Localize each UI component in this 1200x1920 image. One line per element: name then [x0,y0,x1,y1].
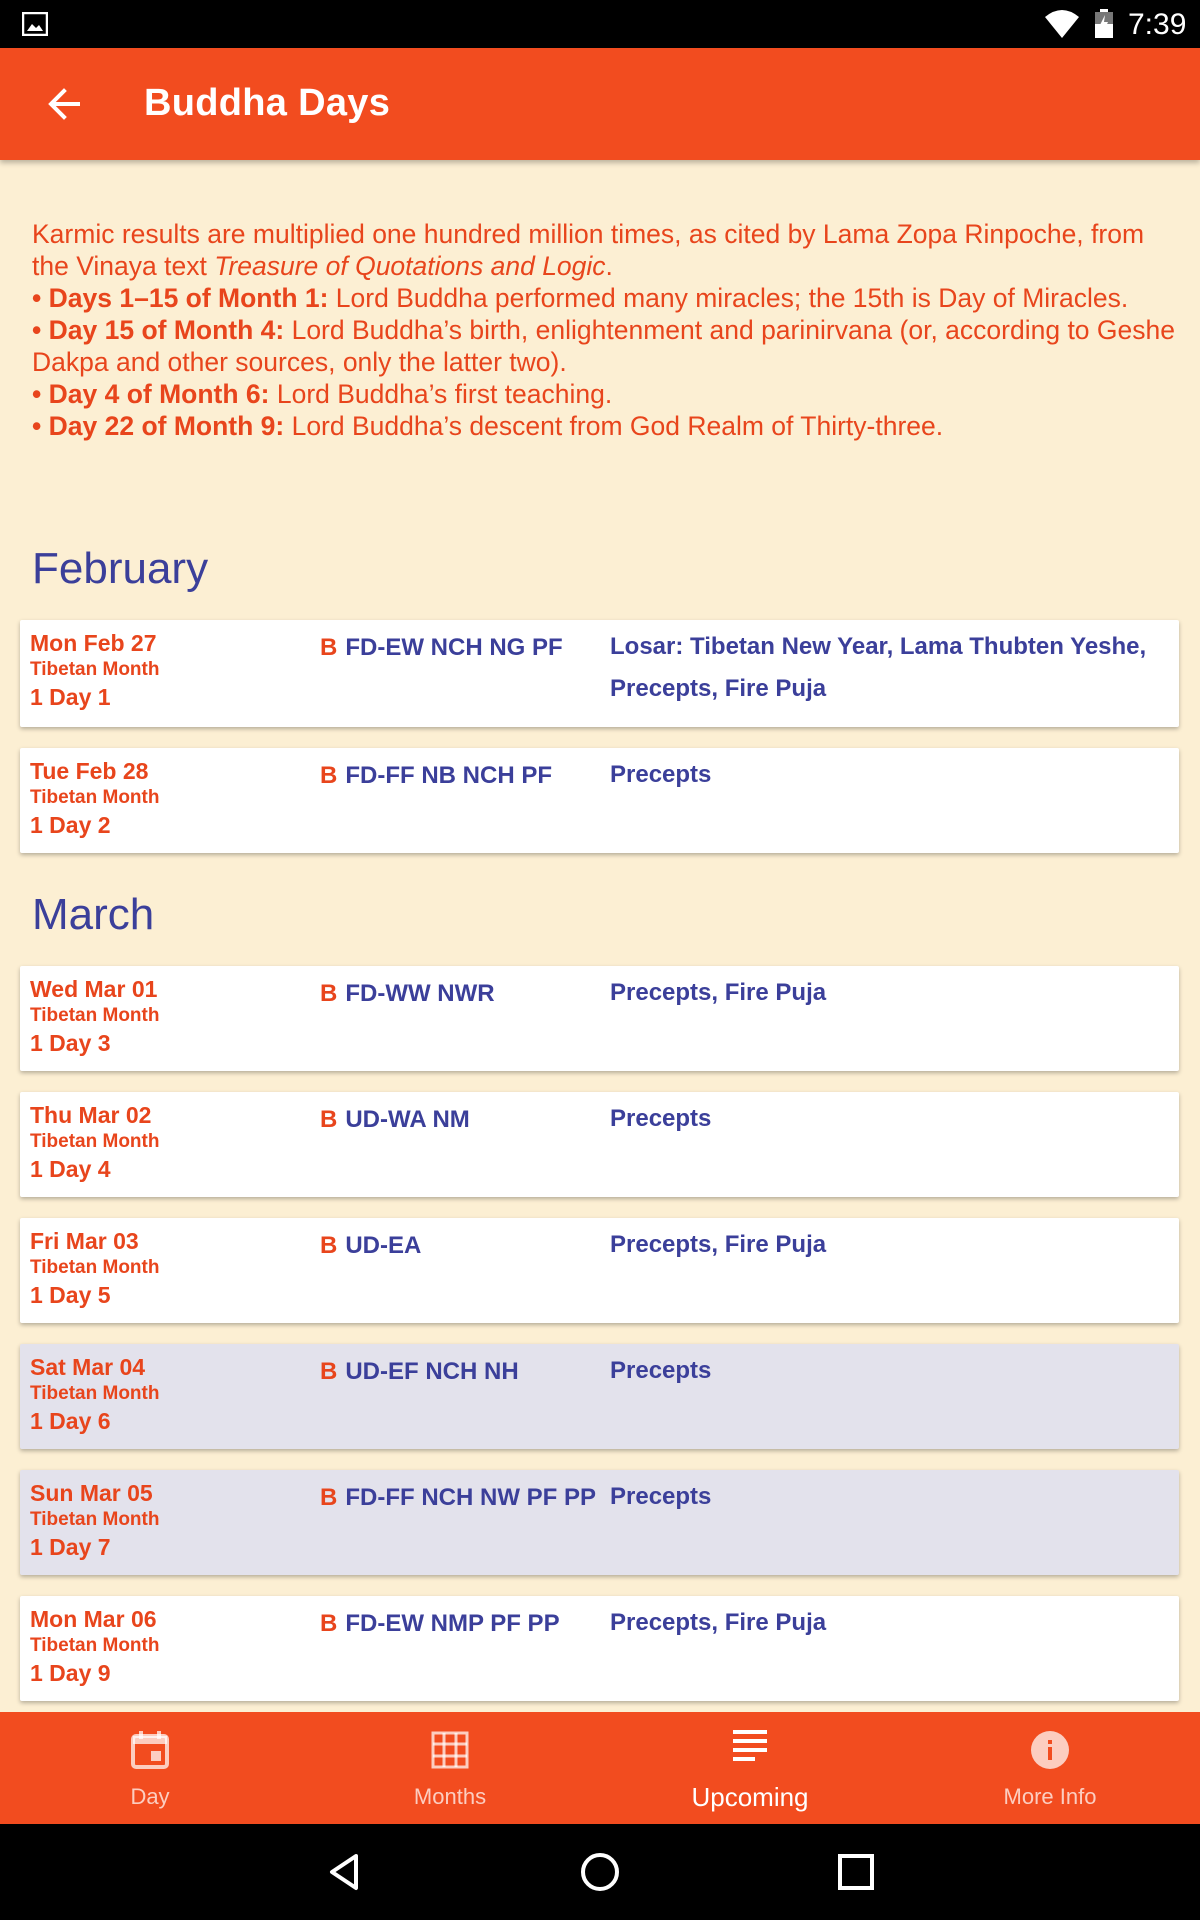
nav-tab-more-info[interactable] [900,1712,1200,1824]
app-bar [0,48,1200,160]
day-codes [320,1358,519,1386]
tibetan-day-label: 1 Day 4 [30,1156,111,1182]
buddha-day-marker: B [320,1358,338,1385]
day-description: Precepts [610,761,712,788]
intro-line-end: . [605,251,613,281]
day-date-block [30,1606,159,1686]
tibetan-month-label: Tibetan Month [30,1257,160,1278]
intro-bullet-heading: • Day 15 of Month 4: [32,315,285,345]
day-code-text: UD-EF NCH NH [345,1358,519,1385]
day-description: Precepts, Fire Puja [610,1609,827,1636]
tibetan-day-label: 1 Day 6 [30,1408,111,1434]
day-date: Mon Mar 06 [30,1606,157,1632]
buddha-day-marker: B [320,1484,338,1511]
day-codes [320,980,495,1008]
day-date-block [30,1354,159,1434]
day-date: Fri Mar 03 [30,1228,139,1254]
day-description: Precepts [610,1105,712,1132]
nav-label: More Info [1003,1784,1097,1809]
system-recents-icon[interactable] [834,1850,878,1894]
day-date: Tue Feb 28 [30,758,149,784]
day-date: Sun Mar 05 [30,1480,153,1506]
page-title: Buddha Days [144,82,391,124]
tibetan-month-label: Tibetan Month [30,1131,160,1152]
day-date-block [30,1228,159,1308]
day-code-text: FD-FF NB NCH PF [345,762,552,789]
day-codes [320,1610,560,1638]
month-heading-february: February [32,544,209,593]
day-description: Losar: Tibetan New Year, Lama Thubten Yeshe, Precepts, Fire Puja [610,633,1147,702]
bottom-navigation [0,1712,1200,1824]
day-description: Precepts, Fire Puja [610,1231,827,1258]
day-card[interactable] [20,1470,1179,1575]
nav-tab-months[interactable] [300,1712,600,1824]
tibetan-day-label: 1 Day 1 [30,684,111,710]
day-description: Precepts [610,1483,712,1510]
day-card[interactable] [20,620,1179,727]
day-code-text: FD-WW NWR [345,980,495,1007]
back-arrow-icon[interactable] [40,80,88,128]
upcoming-list[interactable] [0,160,1200,1712]
day-card[interactable] [20,1344,1179,1449]
system-back-icon[interactable] [322,1850,366,1894]
day-date-block [30,630,159,710]
day-codes [320,634,563,662]
day-date: Wed Mar 01 [30,976,158,1002]
day-description: Precepts, Fire Puja [610,979,827,1006]
intro-bullet-heading: • Day 4 of Month 6: [32,379,270,409]
info-icon [1030,1730,1070,1770]
day-codes [320,1232,421,1260]
image-notification-icon [22,12,48,36]
tibetan-day-label: 1 Day 3 [30,1030,111,1056]
intro-line: Karmic results are multiplied one hundred million times, as cited by Lama Zopa Rinpoche, from the Vinaya text [32,219,1145,281]
tibetan-month-label: Tibetan Month [30,1005,160,1026]
day-date-block [30,976,159,1056]
nav-label: Months [413,1784,487,1809]
buddha-day-marker: B [320,980,338,1007]
status-time: 7:39 [1128,8,1187,41]
tibetan-day-label: 1 Day 2 [30,812,111,838]
intro-bullet-heading: • Days 1–15 of Month 1: [32,283,329,313]
intro-text [32,218,1182,442]
day-codes [320,1106,470,1134]
wifi-icon [1044,9,1080,39]
day-code-text: FD-EW NCH NG PF [345,634,563,661]
buddha-day-marker: B [320,634,338,661]
day-code-text: FD-EW NMP PF PP [345,1610,560,1637]
day-date: Mon Feb 27 [30,630,157,656]
tibetan-month-label: Tibetan Month [30,1509,160,1530]
day-card[interactable] [20,1596,1179,1701]
tibetan-day-label: 1 Day 9 [30,1660,111,1686]
day-code-text: UD-WA NM [345,1106,470,1133]
intro-bullet-text: Lord Buddha’s descent from God Realm of Thirty-three. [284,411,944,441]
day-codes [320,762,552,790]
day-code-text: UD-EA [345,1232,422,1259]
intro-bullet-heading: • Day 22 of Month 9: [32,411,285,441]
day-date-block [30,1102,159,1182]
day-description: Precepts [610,1357,712,1384]
day-codes [320,1484,596,1512]
buddha-day-marker: B [320,1232,338,1259]
tibetan-month-label: Tibetan Month [30,659,160,680]
buddha-day-marker: B [320,1106,338,1133]
tibetan-month-label: Tibetan Month [30,787,160,808]
calendar-day-icon [130,1730,170,1770]
intro-bullet-text: Lord Buddha’s first teaching. [269,379,613,409]
nav-tab-upcoming[interactable] [600,1712,900,1824]
day-date: Thu Mar 02 [30,1102,152,1128]
status-bar [0,0,1200,48]
battery-icon [1094,9,1114,39]
day-card[interactable] [20,748,1179,853]
day-date-block [30,758,159,838]
buddha-day-marker: B [320,1610,338,1637]
tibetan-day-label: 1 Day 7 [30,1534,111,1560]
day-card[interactable] [20,966,1179,1071]
system-home-icon[interactable] [578,1850,622,1894]
month-heading-march: March [32,890,155,939]
nav-label: Day [130,1784,170,1809]
system-navigation-bar [0,1824,1200,1920]
list-lines-icon [730,1726,770,1766]
tibetan-month-label: Tibetan Month [30,1635,160,1656]
day-code-text: FD-FF NCH NW PF PP [345,1484,596,1511]
intro-bullet-text: Lord Buddha performed many miracles; the 15th is Day of Miracles. [328,283,1129,313]
buddha-day-marker: B [320,762,338,789]
tibetan-month-label: Tibetan Month [30,1383,160,1404]
day-date-block [30,1480,159,1560]
tibetan-day-label: 1 Day 5 [30,1282,111,1308]
day-date: Sat Mar 04 [30,1354,146,1380]
nav-tab-day[interactable] [0,1712,300,1824]
intro-source-title: Treasure of Quotations and Logic [214,251,606,281]
intro-bullet-text: Lord Buddha’s birth, enlightenment and parinirvana (or, according to Geshe Dakpa and other sources, only the latter two). [32,315,1175,377]
day-card[interactable] [20,1092,1179,1197]
grid-icon [430,1730,470,1770]
day-card[interactable] [20,1218,1179,1323]
nav-label: Upcoming [691,1782,809,1812]
